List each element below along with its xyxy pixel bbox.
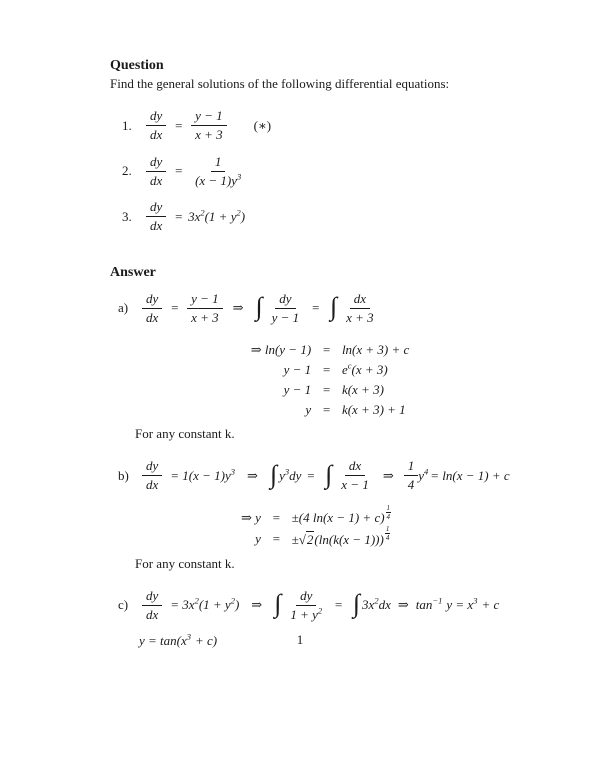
fraction-denominator: dx <box>150 127 163 143</box>
exponent: 2 <box>317 605 323 616</box>
answer-heading: Answer <box>110 264 156 280</box>
fraction-numerator: y − 1 <box>187 291 223 309</box>
fraction-dy-dx <box>146 108 166 144</box>
equals-sign: = <box>306 467 316 483</box>
exponent-one-quarter: $\frac{1}{4}$ <box>385 524 390 542</box>
exponent: c <box>347 360 352 371</box>
fraction-numerator: dx <box>345 458 365 476</box>
expression: $\tan^{-1} y = x^3 + c$ <box>415 596 500 613</box>
fraction <box>268 291 304 327</box>
fraction-denominator <box>191 172 245 189</box>
equals-sign: = <box>174 163 184 179</box>
page-number: 1 <box>296 632 304 647</box>
exponent: 2 <box>194 596 199 607</box>
answer-part-c-equation <box>118 588 510 624</box>
fraction-denominator: x + 3 <box>195 127 223 143</box>
fraction-denominator: x + 3 <box>346 309 374 325</box>
fraction-numerator: dy <box>142 291 162 309</box>
fraction-dy-dx <box>142 291 162 327</box>
fraction-denominator: dx <box>146 477 159 493</box>
part-c-solution-line: $y = \tan(x^3 + c)$ <box>139 631 218 649</box>
square-root: √2 <box>298 531 314 547</box>
fraction-numerator: dy <box>275 291 295 309</box>
exponent: 3 <box>186 631 192 642</box>
exponent: 2 <box>200 207 205 218</box>
expression: = ln(x − 1) + c <box>430 467 510 483</box>
star-note: (∗) <box>253 117 272 133</box>
integral-sign: ∫ <box>329 292 338 322</box>
expression-rhs: $3x^2(1 + y^2)$ <box>188 207 246 224</box>
align-rhs: ±√2(ln(k(x − 1))) $\frac{1}{4}$ <box>291 524 390 547</box>
answer-part-b-equation <box>118 458 510 494</box>
expression: $y^4$ <box>418 466 429 483</box>
part-b-label: b) <box>118 467 129 483</box>
integrand: $3x^2dx$ <box>362 596 391 613</box>
fraction-denominator: dx <box>150 218 163 234</box>
align-lhs: y − 1 <box>283 362 312 377</box>
fraction-denominator: x − 1 <box>341 477 369 493</box>
exponent-one-quarter: $\frac{1}{4}$ <box>386 503 391 521</box>
fraction-dy-dx <box>142 588 162 624</box>
fraction-numerator: dy <box>296 588 316 606</box>
integral-sign: ∫ <box>274 589 282 619</box>
item-1-number: 1. <box>122 117 132 133</box>
integrand: $y^3dy$ <box>279 466 302 483</box>
part-a-label: a) <box>118 300 129 316</box>
implies-arrow: ⇒ <box>382 467 394 483</box>
exponent: 2 <box>230 596 235 607</box>
exponent: 3 <box>284 466 290 477</box>
equals-sign: = <box>334 597 343 613</box>
question-item-3 <box>122 199 510 235</box>
align-rhs: ±(4 ln(x − 1) + c) $\frac{1}{4}$ <box>291 503 391 525</box>
equals-sign: = <box>322 342 331 357</box>
fraction-numerator: dy <box>146 108 166 126</box>
fraction-numerator: dy <box>146 154 166 172</box>
align-rhs: ln(x + 3) + c <box>341 342 410 357</box>
equals-sign: = <box>311 300 320 316</box>
equals-sign: = <box>322 382 331 397</box>
denominator-base: (x − 1)y <box>195 172 238 188</box>
part-b-aligned-equations <box>237 503 395 550</box>
fraction-dy-dx <box>146 154 166 190</box>
implies-arrow: ⇒ <box>247 467 258 483</box>
fraction-numerator: 1 <box>211 154 226 172</box>
fraction-denominator: y − 1 <box>271 309 300 325</box>
integral-sign: ∫ <box>269 459 278 489</box>
fraction-denominator: dx <box>146 606 159 622</box>
fraction <box>187 291 223 327</box>
implies-arrow: ⇒ <box>232 300 244 316</box>
fraction-numerator: dx <box>350 291 370 309</box>
fraction <box>286 588 326 624</box>
fraction-dy-dx <box>142 458 162 494</box>
equals-sign: = <box>322 402 331 417</box>
item-3-number: 3. <box>122 208 132 224</box>
equals-sign: = <box>322 362 331 377</box>
fraction-one-quarter <box>404 458 419 494</box>
equals-sign: = <box>271 510 281 526</box>
implies-arrow: ⇒ <box>397 597 409 613</box>
fraction-denominator: $1 + y^2$ <box>290 605 323 622</box>
fraction-denominator: 4 <box>407 477 415 493</box>
fraction-numerator: y − 1 <box>191 108 227 126</box>
exponent: −1 <box>432 596 443 607</box>
part-c-label: c) <box>118 597 129 613</box>
align-lhs: ⇒ y <box>240 510 261 526</box>
fraction-denominator: dx <box>150 172 163 188</box>
aligned-row <box>237 508 395 529</box>
answer-part-a-equation <box>118 291 510 327</box>
equals-sign: = <box>170 300 180 316</box>
equals-sign: = <box>174 208 184 224</box>
integral-sign: ∫ <box>255 292 263 322</box>
fraction-denominator: dx <box>146 309 159 325</box>
align-rhs: k(x + 3) <box>341 382 384 397</box>
exponent: 2 <box>236 207 241 218</box>
question-item-1 <box>122 108 510 144</box>
fraction <box>342 291 378 327</box>
implies-arrow: ⇒ <box>251 597 263 613</box>
fraction-denominator: x + 3 <box>191 309 219 325</box>
part-a-note: For any constant k. <box>135 426 235 441</box>
align-rhs: k(x + 3) + 1 <box>341 402 406 417</box>
fraction-numerator: dy <box>142 458 162 476</box>
equals-sign: = <box>271 531 281 547</box>
exponent: 4 <box>424 466 429 477</box>
equals-sign: = <box>174 117 184 133</box>
exponent: 3 <box>230 466 236 477</box>
aligned-row <box>247 340 414 360</box>
fraction <box>337 458 373 494</box>
item-2-number: 2. <box>122 163 132 179</box>
align-rhs: $e^c(x + 3)$ <box>341 360 388 377</box>
integral-sign: ∫ <box>325 459 333 489</box>
expression: = $3x^2(1 + y^2)$ <box>170 596 240 613</box>
fraction-rhs <box>191 154 245 190</box>
question-item-2 <box>122 154 510 190</box>
fraction-dy-dx <box>146 199 166 235</box>
question-heading: Question <box>110 58 164 73</box>
align-lhs: y <box>255 531 261 547</box>
aligned-row <box>247 360 414 380</box>
aligned-row <box>247 400 414 420</box>
exponent: 3 <box>237 171 242 182</box>
question-intro: Find the general solutions of the following differential equations: <box>110 76 450 91</box>
part-a-aligned-equations <box>247 340 414 420</box>
exponent: 2 <box>374 596 379 607</box>
fraction-numerator: dy <box>146 199 166 217</box>
align-lhs: y − 1 <box>283 382 312 397</box>
aligned-row <box>247 380 414 400</box>
fraction-rhs <box>191 108 227 144</box>
aligned-row <box>237 529 395 550</box>
fraction-numerator: 1 <box>404 458 419 476</box>
part-b-note: For any constant k. <box>135 555 235 571</box>
align-lhs: ⇒ ln(y − 1) <box>250 342 312 357</box>
align-lhs: y <box>305 402 312 417</box>
exponent: 3 <box>473 596 478 607</box>
fraction-numerator: dy <box>142 588 162 606</box>
integral-sign: ∫ <box>352 589 361 619</box>
expression: = $1(x - 1)y^3$ <box>170 466 236 483</box>
